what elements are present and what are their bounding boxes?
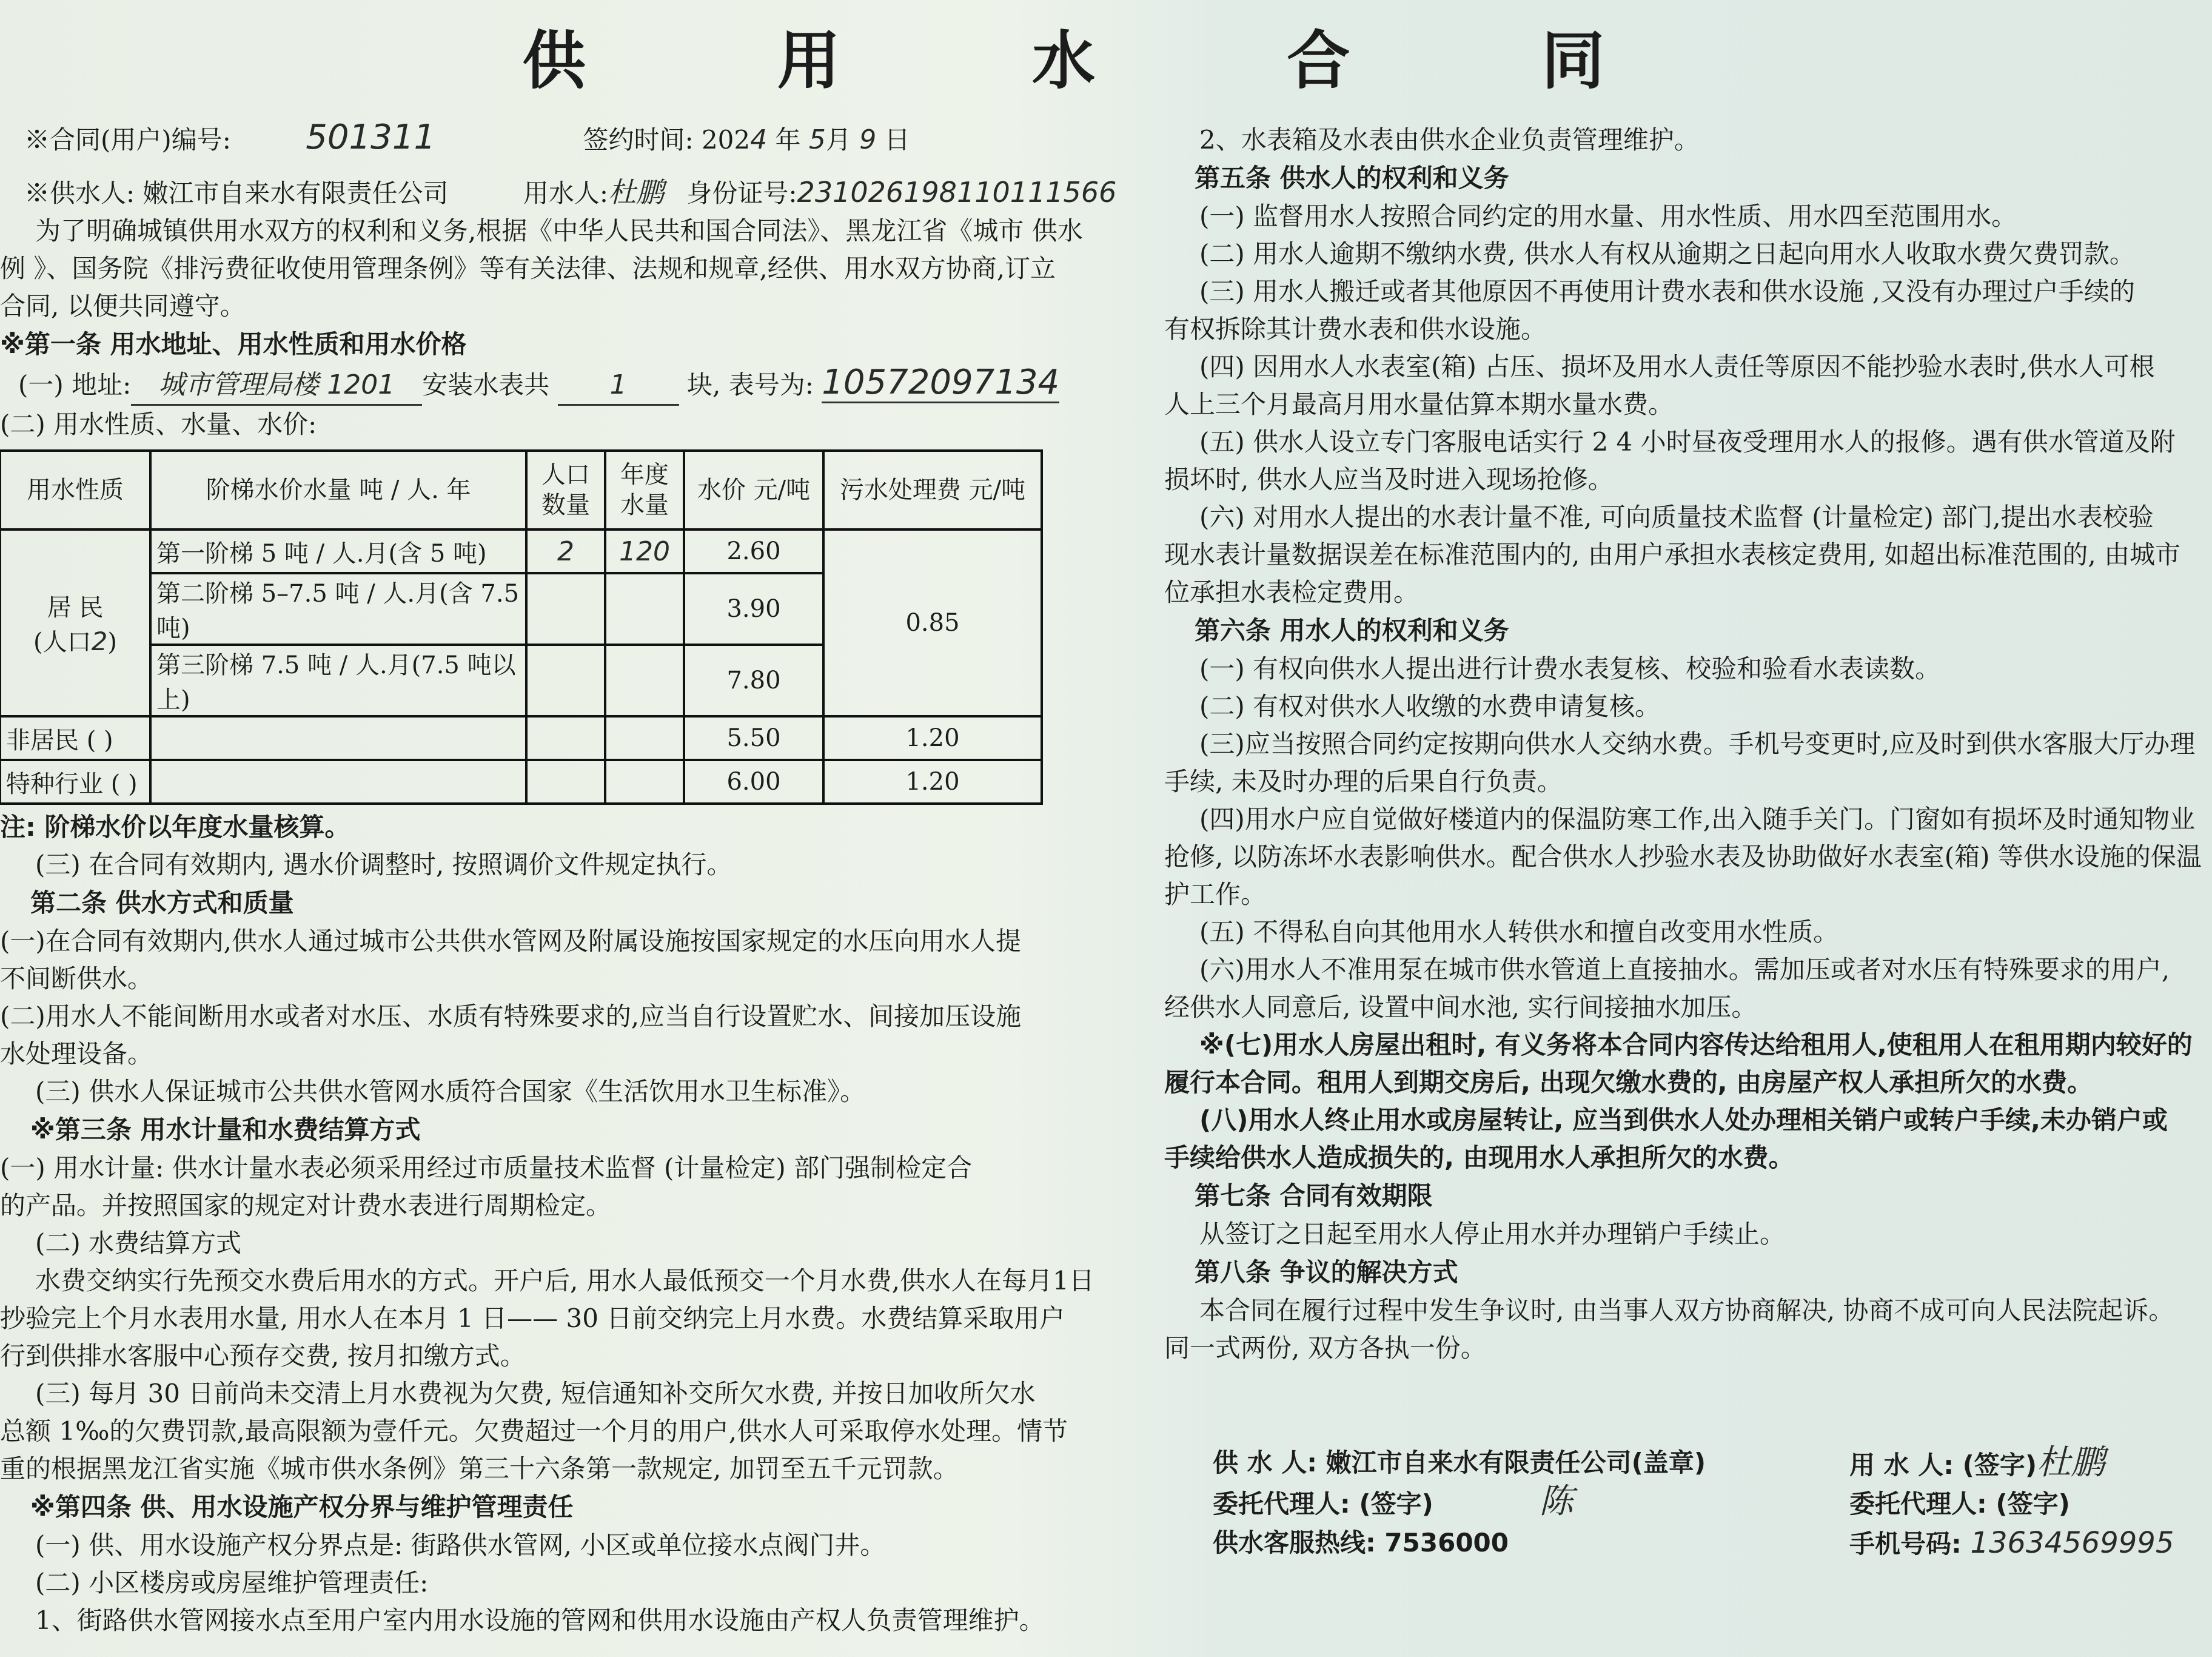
body-line: 本合同在履行过程中发生争议时, 由当事人双方协商解决, 协商不成可向人民法院起诉。 [1199,1296,2174,1325]
user-name-handwritten: 杜鹏 [608,176,665,209]
special-label: 特种行业 ( ) [0,760,150,804]
header-sewage: 污水处理费 元/吨 [823,451,1042,529]
tier-1-label: 第一阶梯 5 吨 / 人.月(含 5 吨) [150,529,526,573]
body-line: 的产品。并按照国家的规定对计费水表进行周期检定。 [0,1191,612,1220]
user-signature-block [1849,1444,2174,1564]
body-line: (三) 每月 30 日前尚未交清上月水费视为欠费, 短信通知补交所欠水费, 并按日加收所欠水 [35,1379,1036,1408]
tier-1-price: 2.60 [684,529,823,573]
sign-year-digit: 4 [750,124,768,155]
body-line: 有权拆除其计费水表和供水设施。 [1164,314,1547,344]
body-line: 抄验完上个月水表用水量, 用水人在本月 1 日—— 30 日前交纳完上月水费。水费结算采取用户 [0,1303,1065,1333]
body-line: 履行本合同。租用人到期交房后, 出现欠缴水费的, 由房屋产权人承担所欠的水费。 [1164,1067,2093,1097]
body-line: (四)用水户应自觉做好楼道内的保温防寒工作,出入随手关门。门窗如有损坏及时通知物业 [1199,804,2196,834]
tier-1-annual: 120 [605,529,684,573]
supplier-label: ※供水人: 嫩江市自来水有限责任公司 [24,178,449,208]
nonresident-sewage: 1.20 [823,716,1042,760]
contract-no-label: ※合同(用户)编号: [24,125,231,155]
body-line: 1、街路供水管网接水点至用户室内用水设施的管网和供用水设施由产权人负责管理维护。 [35,1605,1045,1635]
body-line: (三) 供水人保证城市公共供水管网水质符合国家《生活饮用水卫生标准》。 [35,1077,866,1106]
id-label: 身份证号: [686,178,797,208]
supplier-signature-block [1213,1444,1706,1562]
tier-3-pop [526,645,605,716]
body-line: 位承担水表检定费用。 [1164,577,1419,607]
special-sewage: 1.20 [823,760,1042,804]
body-line: (二)用水人不能间断用水或者对水压、水质有特殊要求的,应当自行设置贮水、间接加压设施 [0,1001,1022,1031]
intro-line-2: 例 》、国务院《排污费征收使用管理条例》等有关法律、法规和规章,经供、用水双方协商,订立 [0,254,1056,283]
tier-1-pop: 2 [526,529,605,573]
body-line: (一)在合同有效期内,供水人通过城市公共供水管网及附属设施按国家规定的水压向用水人提 [0,926,1022,956]
body-line: 2、水表箱及水表由供水企业负责管理维护。 [1199,125,1700,155]
body-line: (八)用水人终止用水或房屋转让, 应当到供水人处办理相关销户或转户手续,未办销户或 [1199,1105,2168,1135]
article-heading: ※第四条 供、用水设施产权分界与维护管理责任 [30,1492,574,1522]
body-line: (二) 小区楼房或房屋维护管理责任: [35,1568,429,1598]
body-line: (一) 有权向供水人提出进行计费水表复核、校验和验看水表读数。 [1199,654,1941,684]
sign-date-label: 签约时间: 202 [583,125,751,155]
body-line: 从签订之日起至用水人停止用水并办理销户手续止。 [1199,1219,1786,1249]
body-line: (二) 水费结算方式 [35,1228,242,1258]
left-column [0,118,1117,1639]
body-line: 不间断供水。 [0,964,153,993]
body-line: 行到供排水客服中心预存交费, 按月扣缴方式。 [0,1341,526,1371]
special-price: 6.00 [684,760,823,804]
tier-2-annual [605,573,684,645]
right-body-text [1164,121,2212,1367]
body-line: 现水表计量数据误差在标准范围内的, 由用户承担水表核定费用, 如超出标准范围的, 由城市 [1164,540,2181,570]
header-usage-type: 用水性质 [0,451,150,529]
left-body-text [0,808,1094,1639]
resident-sewage: 0.85 [823,529,1042,716]
body-line: (六) 对用水人提出的水表计量不准, 可向质量技术监督 (计量检定) 部门,提出水表校验 [1199,502,2154,532]
body-line: 注: 阶梯水价以年度水量核算。 [0,812,350,842]
sign-day-unit: 日 [884,125,910,155]
body-line: 水费交纳实行先预交水费后用水的方式。开户后, 用水人最低预交一个月水费,供水人在每月1日 [35,1266,1094,1296]
nonresident-price: 5.50 [684,716,823,760]
phone-line: 手机号码: 13634569995 [1849,1526,2174,1560]
article-heading: 第八条 争议的解决方式 [1195,1257,1458,1287]
tier-2-price: 3.90 [684,573,823,645]
supplier-agent-line: 委托代理人: (签字) 陈 [1213,1482,1574,1521]
price-table-header [0,451,1042,529]
table-row [0,716,1042,760]
table-row [0,760,1042,804]
address-line [0,364,1067,406]
body-line: (四) 因用水人水表室(箱) 占压、损坏及用水人责任等原因不能抄验水表时,供水人可根 [1199,352,2155,381]
body-line: (三) 在合同有效期内, 遇水价调整时, 按照调价文件规定执行。 [35,850,732,879]
header-population: 人口数量 [526,451,605,529]
meter-number-handwritten: 10572097134 [822,363,1060,402]
hotline-line: 供水客服热线: 7536000 [1213,1528,1509,1558]
nonresident-label: 非居民 ( ) [0,716,150,760]
intro-line-1: 为了明确城镇供用水双方的权利和义务,根据《中华人民共和国合同法》、黑龙江省《城市 供水 [35,216,1083,246]
body-line: 损坏时, 供水人应当及时进入现场抢修。 [1164,465,1614,494]
user-agent-line: 委托代理人: (签字) [1849,1489,2070,1519]
id-number-handwritten: 231026198110111566 [797,176,1117,209]
resident-pop: (人口2) [33,627,117,656]
article-heading: 第六条 用水人的权利和义务 [1195,616,1509,645]
body-line: 抢修, 以防冻坏水表影响供水。配合供水人抄验水表及协助做好水表室(箱) 等供水设施的保温 [1164,842,2202,872]
nonresident-tier [150,716,526,760]
body-line: (二) 有权对供水人收缴的水费申请复核。 [1199,691,1661,721]
special-tier [150,760,526,804]
body-line: (五) 不得私自向其他用水人转供水和擅自改变用水性质。 [1199,917,1839,947]
body-line: (一) 用水计量: 供水计量水表必须采用经过市质量技术监督 (计量检定) 部门强制检定合 [0,1153,973,1183]
item-2-line: (二) 用水性质、水量、水价: [0,409,317,439]
body-line: (一) 监督用水人按照合同约定的用水量、用水性质、用水四至范围用水。 [1199,201,2017,231]
user-line: 用 水 人: (签字)杜鹏 [1849,1443,2105,1482]
body-line: 手续给供水人造成损失的, 由现用水人承担所欠的水费。 [1164,1143,1794,1172]
nonresident-pop [526,716,605,760]
page-title: 供 用 水 合 同 [522,24,1690,98]
sign-day: 9 [859,124,877,155]
body-line: (三)应当按照合同约定按期向供水人交纳水费。手机号变更时,应及时到供水客服大厅办理 [1199,729,2196,759]
body-line: 经供水人同意后, 设置中间水池, 实行间接抽水加压。 [1164,992,1757,1022]
meter-label: 安装水表共 [422,370,550,400]
header-tier: 阶梯水价水量 吨 / 人. 年 [150,451,526,529]
resident-cell [0,529,150,716]
tier-3-annual [605,645,684,716]
user-signature: 杜鹏 [2037,1443,2105,1482]
body-line: 总额 1‰的欠费罚款,最高限额为壹仟元。欠费超过一个月的用户,供水人可采取停水处理。情节 [0,1416,1068,1446]
body-line: (一) 供、用水设施产权分界点是: 街路供水管网, 小区或单位接水点阀门井。 [35,1530,886,1560]
body-line: ※(七)用水人房屋出租时, 有义务将本合同内容传达给租用人,使租用人在租用期内较好的 [1199,1030,2193,1060]
body-line: (三) 用水人搬迁或者其他原因不再使用计费水表和供水设施 ,又没有办理过户手续的 [1199,277,2135,306]
sign-month-unit: 月 [825,125,851,155]
article-heading: 第七条 合同有效期限 [1195,1181,1433,1211]
body-line: (五) 供水人设立专门客服电话实行 2 4 小时昼夜受理用水人的报修。遇有供水管道及附 [1199,427,2176,457]
address-value-handwritten: 城市管理局楼 1201 [131,366,422,406]
supplier-agent-signature: 陈 [1539,1482,1574,1521]
article-heading: 第二条 供水方式和质量 [30,888,294,918]
body-line: 护工作。 [1164,879,1267,909]
tier-2-label: 第二阶梯 5–7.5 吨 / 人.月(含 7.5 吨) [150,573,526,645]
nonresident-annual [605,716,684,760]
special-annual [605,760,684,804]
supplier-line: 供 水 人: 嫩江市自来水有限责任公司(盖章) [1213,1448,1706,1477]
header-price: 水价 元/吨 [684,451,823,529]
parties-line [0,173,1117,212]
table-row [0,529,1042,573]
body-line: 手续, 未及时办理的后果自行负责。 [1164,767,1563,796]
contract-no-handwritten: 501311 [306,118,436,157]
body-line: (二) 用水人逾期不缴纳水费, 供水人有权从逾期之日起向用水人收取水费欠费罚款。 [1199,239,2135,269]
price-table [0,449,1043,805]
sign-year-unit: 年 [775,125,801,155]
sign-month: 5 [808,124,826,155]
body-line: 同一式两份, 双方各执一份。 [1164,1333,1486,1363]
right-column [1164,121,2212,1367]
body-line: 水处理设备。 [0,1039,153,1069]
special-pop [526,760,605,804]
meter-count: 1 [558,366,679,406]
body-line: 重的根据黑龙江省实施《城市供水条例》第三十六条第一款规定, 加罚至五千元罚款。 [0,1454,959,1484]
tier-3-price: 7.80 [684,645,823,716]
contract-header-line [0,119,1067,159]
intro-line-3: 合同, 以便共同遵守。 [0,291,246,321]
phone-handwritten: 13634569995 [1970,1526,2174,1560]
tier-2-pop [526,573,605,645]
article-heading: 第五条 供水人的权利和义务 [1195,163,1509,193]
meter-unit: 块, 表号为: [687,370,814,400]
body-line: (六)用水人不准用泵在城市供水管道上直接抽水。需加压或者对水压有特殊要求的用户, [1199,955,2170,984]
address-label: (一) 地址: [18,370,132,400]
body-line: 人上三个月最高月用水量估算本期水量水费。 [1164,389,1674,419]
article-1-heading: ※第一条 用水地址、用水性质和用水价格 [0,329,467,359]
user-label: 用水人: [523,178,609,208]
article-heading: ※第三条 用水计量和水费结算方式 [30,1115,421,1144]
resident-label: 居 民 [47,594,104,622]
header-annual: 年度水量 [605,451,684,529]
tier-3-label: 第三阶梯 7.5 吨 / 人.月(7.5 吨以上) [150,645,526,716]
